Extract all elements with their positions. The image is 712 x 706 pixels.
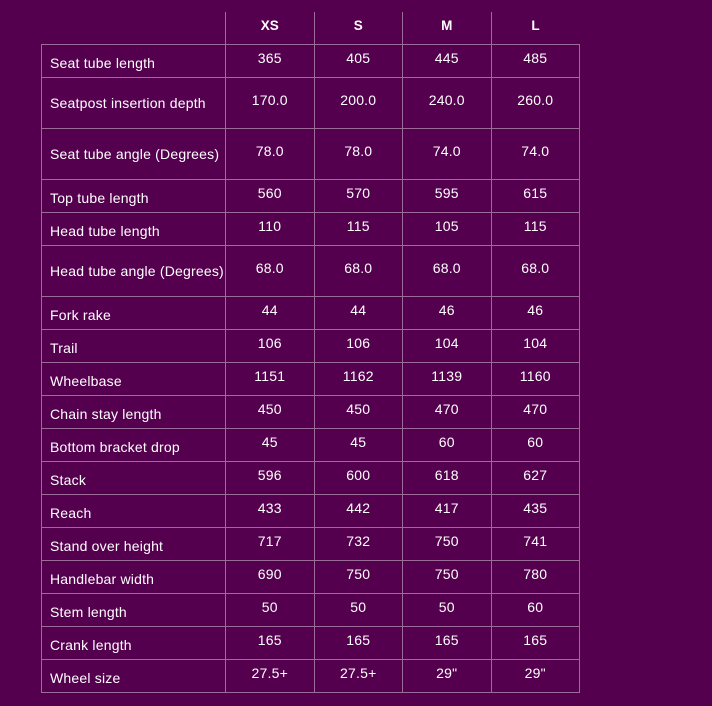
header-corner — [42, 12, 226, 44]
value-cell-xs: 596 — [226, 461, 315, 494]
value-cell-xs: 717 — [226, 527, 315, 560]
value-cell-m: 60 — [403, 428, 492, 461]
value-cell-m: 68.0 — [403, 245, 492, 296]
value-cell-l: 68.0 — [491, 245, 580, 296]
value-cell-s: 570 — [314, 179, 403, 212]
row-label: Chain stay length — [42, 395, 226, 428]
value-cell-xs: 170.0 — [226, 77, 315, 128]
value-cell-m: 1139 — [403, 362, 492, 395]
row-label: Bottom bracket drop — [42, 428, 226, 461]
table-row — [42, 128, 580, 179]
value-cell-m: 470 — [403, 395, 492, 428]
row-label: Stem length — [42, 593, 226, 626]
row-label: Crank length — [42, 626, 226, 659]
value-cell-s: 68.0 — [314, 245, 403, 296]
value-cell-xs: 560 — [226, 179, 315, 212]
value-cell-m: 50 — [403, 593, 492, 626]
value-cell-l: 260.0 — [491, 77, 580, 128]
value-cell-s: 732 — [314, 527, 403, 560]
geometry-table — [41, 12, 580, 693]
value-cell-l: 470 — [491, 395, 580, 428]
table-row — [42, 77, 580, 128]
value-cell-l: 74.0 — [491, 128, 580, 179]
value-cell-m: 104 — [403, 329, 492, 362]
value-cell-m: 417 — [403, 494, 492, 527]
value-cell-l: 627 — [491, 461, 580, 494]
table-row — [42, 395, 580, 428]
value-cell-xs: 690 — [226, 560, 315, 593]
value-cell-s: 106 — [314, 329, 403, 362]
value-cell-s: 200.0 — [314, 77, 403, 128]
table-row — [42, 560, 580, 593]
table-row — [42, 296, 580, 329]
size-header-s: S — [314, 12, 403, 44]
value-cell-xs: 1151 — [226, 362, 315, 395]
row-label: Stack — [42, 461, 226, 494]
value-cell-l: 104 — [491, 329, 580, 362]
value-cell-l: 435 — [491, 494, 580, 527]
row-label: Head tube angle (Degrees) — [42, 245, 226, 296]
value-cell-l: 115 — [491, 212, 580, 245]
size-header-row — [42, 12, 580, 44]
value-cell-m: 750 — [403, 527, 492, 560]
value-cell-m: 750 — [403, 560, 492, 593]
value-cell-xs: 50 — [226, 593, 315, 626]
value-cell-m: 46 — [403, 296, 492, 329]
value-cell-s: 115 — [314, 212, 403, 245]
value-cell-s: 750 — [314, 560, 403, 593]
row-label: Seatpost insertion depth — [42, 77, 226, 128]
value-cell-s: 44 — [314, 296, 403, 329]
value-cell-xs: 44 — [226, 296, 315, 329]
value-cell-m: 240.0 — [403, 77, 492, 128]
value-cell-l: 615 — [491, 179, 580, 212]
value-cell-m: 445 — [403, 44, 492, 77]
value-cell-l: 165 — [491, 626, 580, 659]
value-cell-l: 60 — [491, 428, 580, 461]
row-label: Reach — [42, 494, 226, 527]
table-row — [42, 593, 580, 626]
table-row — [42, 44, 580, 77]
value-cell-s: 1162 — [314, 362, 403, 395]
row-label: Fork rake — [42, 296, 226, 329]
table-row — [42, 659, 580, 692]
value-cell-s: 27.5+ — [314, 659, 403, 692]
row-label: Wheelbase — [42, 362, 226, 395]
value-cell-xs: 45 — [226, 428, 315, 461]
value-cell-l: 1160 — [491, 362, 580, 395]
value-cell-m: 74.0 — [403, 128, 492, 179]
value-cell-l: 741 — [491, 527, 580, 560]
value-cell-xs: 106 — [226, 329, 315, 362]
value-cell-s: 442 — [314, 494, 403, 527]
table-row — [42, 362, 580, 395]
value-cell-l: 780 — [491, 560, 580, 593]
table-row — [42, 527, 580, 560]
value-cell-xs: 27.5+ — [226, 659, 315, 692]
row-label: Stand over height — [42, 527, 226, 560]
row-label: Seat tube angle (Degrees) — [42, 128, 226, 179]
table-row — [42, 212, 580, 245]
geometry-table-body — [42, 44, 580, 692]
table-row — [42, 428, 580, 461]
table-row — [42, 329, 580, 362]
table-row — [42, 494, 580, 527]
value-cell-s: 45 — [314, 428, 403, 461]
table-row — [42, 245, 580, 296]
value-cell-xs: 68.0 — [226, 245, 315, 296]
table-row — [42, 461, 580, 494]
value-cell-m: 29" — [403, 659, 492, 692]
value-cell-xs: 165 — [226, 626, 315, 659]
value-cell-xs: 110 — [226, 212, 315, 245]
row-label: Trail — [42, 329, 226, 362]
value-cell-m: 165 — [403, 626, 492, 659]
value-cell-s: 50 — [314, 593, 403, 626]
value-cell-m: 595 — [403, 179, 492, 212]
row-label: Top tube length — [42, 179, 226, 212]
table-row — [42, 626, 580, 659]
value-cell-xs: 433 — [226, 494, 315, 527]
value-cell-l: 60 — [491, 593, 580, 626]
value-cell-s: 78.0 — [314, 128, 403, 179]
value-cell-s: 450 — [314, 395, 403, 428]
value-cell-l: 46 — [491, 296, 580, 329]
value-cell-s: 405 — [314, 44, 403, 77]
row-label: Handlebar width — [42, 560, 226, 593]
value-cell-xs: 78.0 — [226, 128, 315, 179]
size-header-l: L — [491, 12, 580, 44]
value-cell-l: 29" — [491, 659, 580, 692]
value-cell-s: 600 — [314, 461, 403, 494]
value-cell-m: 618 — [403, 461, 492, 494]
row-label: Wheel size — [42, 659, 226, 692]
size-header-m: M — [403, 12, 492, 44]
value-cell-m: 105 — [403, 212, 492, 245]
row-label: Head tube length — [42, 212, 226, 245]
size-header-xs: XS — [226, 12, 315, 44]
table-row — [42, 179, 580, 212]
value-cell-xs: 365 — [226, 44, 315, 77]
row-label: Seat tube length — [42, 44, 226, 77]
value-cell-xs: 450 — [226, 395, 315, 428]
value-cell-l: 485 — [491, 44, 580, 77]
value-cell-s: 165 — [314, 626, 403, 659]
